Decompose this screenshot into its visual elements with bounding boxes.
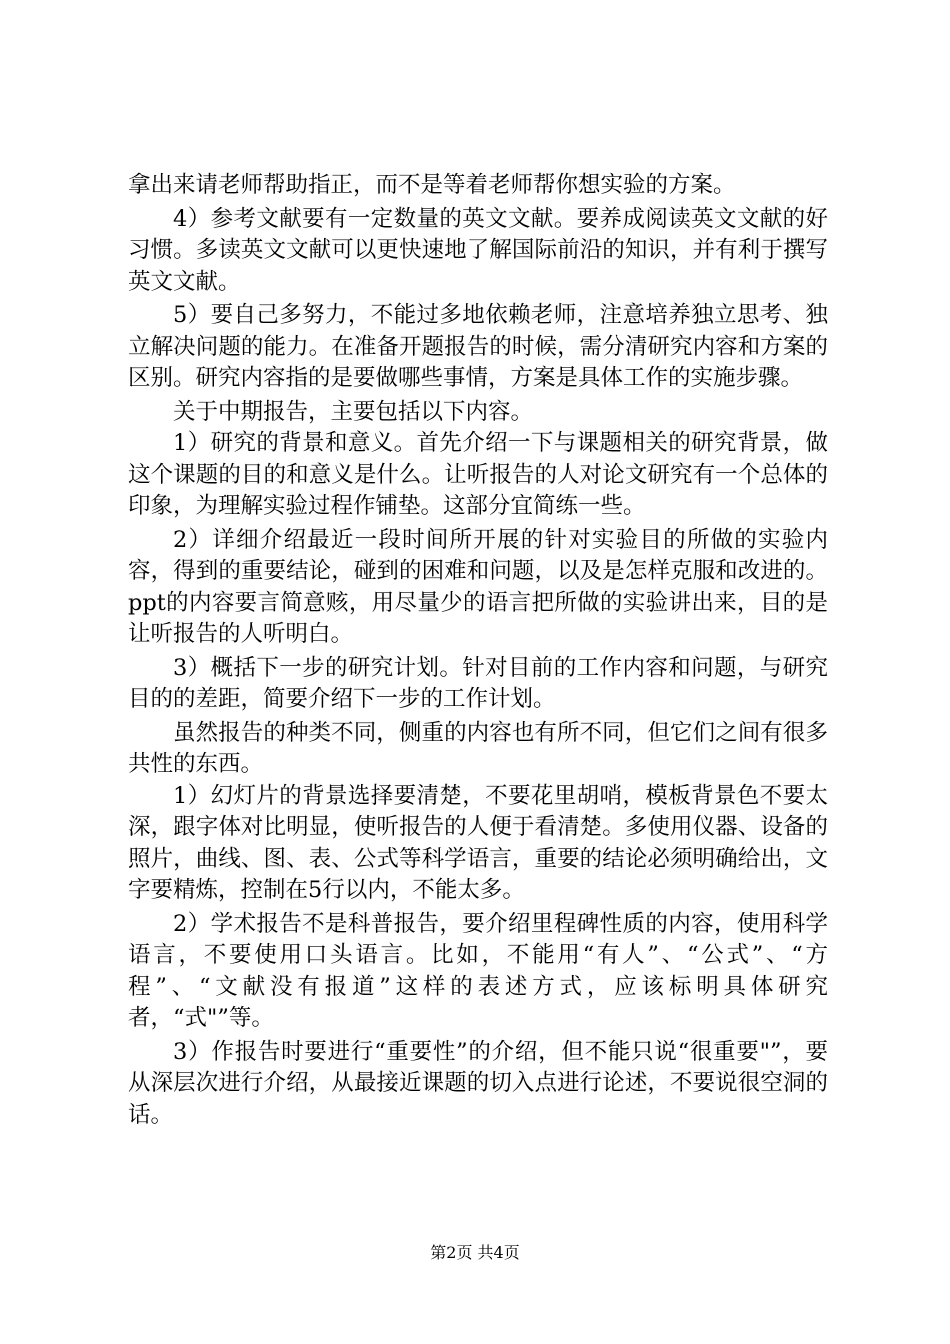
paragraph-continuation: 拿出来请老师帮助指正，而不是等着老师帮你想实验的方案。 bbox=[128, 172, 736, 198]
paragraph-common-intro: 虽然报告的种类不同，侧重的内容也有所不同，但它们之间有很多共性的东西。 bbox=[128, 719, 828, 777]
paragraph-midterm-item-1: 1）研究的背景和意义。首先介绍一下与课题相关的研究背景，做这个课题的目的和意义是什么。让听报告的人对论文研究有一个总体的印象，为理解实验过程作铺垫。这部分宜简练一些。 bbox=[128, 430, 828, 519]
paragraph-common-item-2: 2）学术报告不是科普报告，要介绍里程碑性质的内容，使用科学语言，不要使用口头语言。比如，不能用“有人”、“公式”、“方程”、“文献没有报道”这样的表述方式，应该标明具体研究者，“式"”等。 bbox=[128, 910, 828, 1031]
paragraph-common-item-3: 3）作报告时要进行“重要性”的介绍，但不能只说“很重要"”，要从深层次进行介绍，从最接近课题的切入点进行论述，不要说很空洞的话。 bbox=[128, 1038, 828, 1128]
document-body bbox=[128, 170, 828, 1131]
paragraph-common-item-1: 1）幻灯片的背景选择要清楚，不要花里胡哨，模板背景色不要太深，跟字体对比明显，使听报告的人便于看清楚。多使用仪器、设备的照片，曲线、图、表、公式等科学语言，重要的结论必须明确给出，文字要精炼，控制在5行以内，不能太多。 bbox=[128, 782, 828, 903]
paragraph-midterm-item-3: 3）概括下一步的研究计划。针对目前的工作内容和问题，与研究目的的差距，简要介绍下一步的工作计划。 bbox=[128, 654, 828, 712]
page-footer: 第2页 共4页 bbox=[430, 1243, 520, 1262]
paragraph-item-4-references: 4）参考文献要有一定数量的英文文献。要养成阅读英文文献的好习惯。多读英文文献可以更快速地了解国际前沿的知识，并有利于撰写英文文献。 bbox=[128, 205, 828, 295]
paragraph-midterm-item-2: 2）详细介绍最近一段时间所开展的针对实验目的所做的实验内容，得到的重要结论，碰到的困难和问题，以及是怎样克服和改进的。ppt的内容要言简意赅，用尽量少的语言把所做的实验讲出来，目的是让听报告的人听明白。 bbox=[128, 526, 828, 647]
paragraph-item-5-independence: 5）要自己多努力，不能过多地依赖老师，注意培养独立思考、独立解决问题的能力。在准备开题报告的时候，需分清研究内容和方案的区别。研究内容指的是要做哪些事情，方案是具体工作的实施步骤。 bbox=[128, 302, 828, 391]
paragraph-midterm-intro: 关于中期报告，主要包括以下内容。 bbox=[173, 398, 534, 425]
